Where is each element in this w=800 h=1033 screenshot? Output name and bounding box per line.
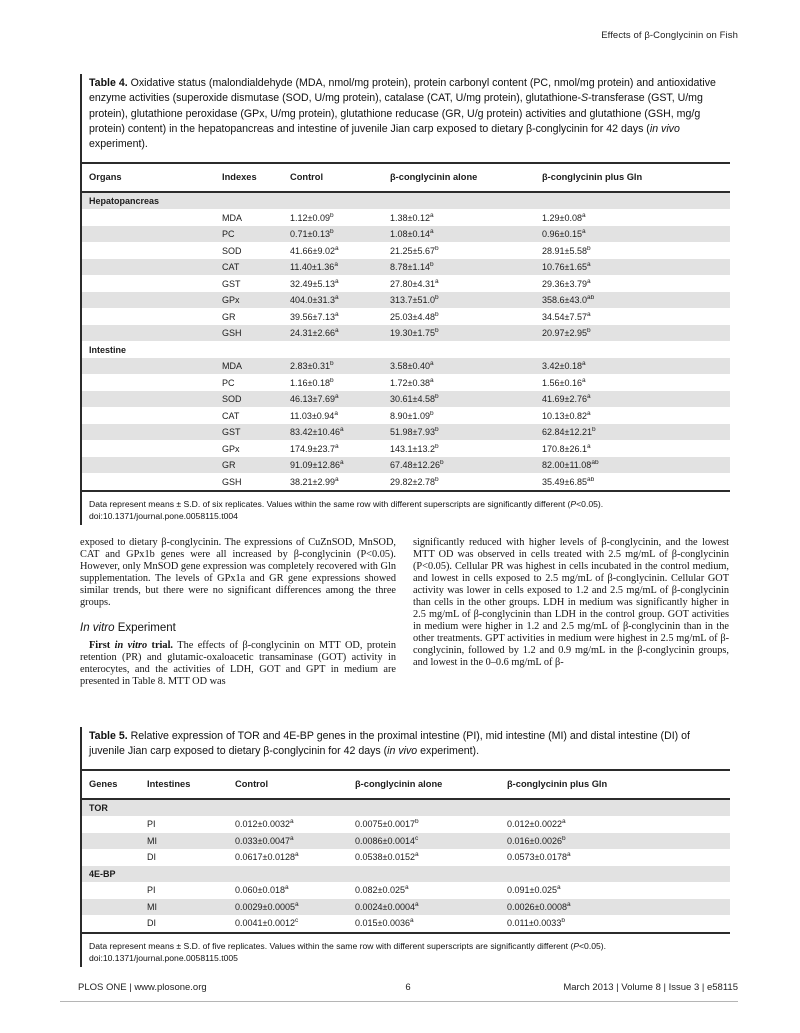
significance-superscript: b [329, 377, 334, 384]
significance-superscript: ab [586, 476, 595, 483]
table-row [82, 391, 730, 408]
value-cell: 0.060±0.018$^a$ [235, 885, 289, 896]
index-cell: GPx [222, 443, 240, 454]
index-cell: MI [147, 901, 157, 912]
value-cell: 3.58±0.40$^a$ [390, 361, 434, 372]
value-cell: 41.66±9.02$^a$ [290, 245, 339, 256]
index-cell: GST [222, 278, 241, 289]
text-segment: The effects of β-conglycinin on MTT OD, protein retention (PR) and glutamic-oxaloacetic transaminase (GOT) activity in enterocytes, and the activities of LDH, GOT and GPT in medium are presented in Table 8. MTT OD was [80, 640, 397, 688]
table-row [82, 358, 730, 375]
table5 [82, 769, 730, 934]
value-cell: 20.97±2.95$^b$ [542, 328, 591, 339]
table4 [82, 162, 730, 492]
value-cell: 1.29±0.08$^a$ [542, 212, 586, 223]
value-cell: 1.72±0.38$^a$ [390, 377, 434, 388]
index-cell: PI [147, 885, 156, 896]
text-segment: experiment). [417, 745, 480, 758]
significance-superscript: a [334, 295, 339, 302]
significance-superscript: b [439, 460, 444, 467]
value-cell: 19.30±1.75$^b$ [390, 328, 439, 339]
significance-superscript: b [434, 311, 439, 318]
value-cell: 46.13±7.69$^a$ [290, 394, 339, 405]
value-cell: 35.49±6.85$^{ab}$ [542, 476, 595, 487]
significance-superscript: a [334, 476, 339, 483]
significance-superscript: b [586, 245, 591, 252]
column-header: Organs [89, 172, 122, 183]
section-label: TOR [89, 802, 108, 813]
text-segment: Oxidative status (malondialdehyde (MDA, nmol/mg protein), protein carbonyl content (PC, nmol/mg protein) and antioxidative enzyme activities (superoxide dismutase (SOD, U/mg protein), catalase (CAT, U/mg protein), glutathione- [89, 77, 716, 105]
column-header: β-conglycinin plus Gln [507, 779, 608, 790]
value-cell: 1.12±0.09$^b$ [290, 212, 334, 223]
index-cell: MDA [222, 212, 242, 223]
index-cell: PC [222, 377, 235, 388]
value-cell: 1.38±0.12$^a$ [390, 212, 434, 223]
significance-superscript: a [562, 819, 566, 826]
significance-superscript: a [567, 901, 571, 908]
value-cell: 174.9±23.7$^a$ [290, 443, 339, 454]
text-segment: First [89, 640, 115, 652]
significance-superscript: b [429, 410, 434, 417]
value-cell: 25.03±4.48$^b$ [390, 311, 439, 322]
significance-superscript: b [434, 328, 439, 335]
table4-block [80, 74, 730, 525]
significance-superscript: a [284, 885, 289, 892]
significance-superscript: a [339, 427, 344, 434]
value-cell: 11.03±0.94$^a$ [290, 410, 338, 421]
value-cell: 24.31±2.66$^a$ [290, 328, 339, 339]
body-column-right [413, 537, 729, 688]
table5-footnote [82, 934, 730, 952]
significance-superscript: a [434, 278, 439, 285]
significance-superscript: b [561, 918, 565, 925]
significance-superscript: a [586, 394, 591, 401]
value-cell: 83.42±10.46$^a$ [290, 427, 344, 438]
value-cell: 10.13±0.82$^a$ [542, 410, 591, 421]
column-header: Genes [89, 779, 118, 790]
significance-superscript: b [434, 427, 439, 434]
value-cell: 8.78±1.14$^b$ [390, 262, 434, 273]
value-cell: 21.25±5.67$^b$ [390, 245, 439, 256]
significance-superscript: b [415, 819, 419, 826]
index-cell: SOD [222, 245, 242, 256]
significance-superscript: a [290, 835, 294, 842]
text-segment: Data represent means ± S.D. of five replicates. Values within the same row with different superscripts are significantly different ( [89, 940, 574, 951]
significance-superscript: a [581, 229, 586, 236]
value-cell: 34.54±7.57$^a$ [542, 311, 591, 322]
index-cell: GSH [222, 328, 242, 339]
text-segment: P [570, 498, 577, 509]
section-row [82, 800, 730, 817]
significance-superscript: a [334, 410, 338, 417]
table-row [82, 275, 730, 292]
value-cell: 1.56±0.16$^a$ [542, 377, 586, 388]
value-cell: 11.40±1.36$^a$ [290, 262, 338, 273]
value-cell: 28.91±5.58$^b$ [542, 245, 591, 256]
significance-superscript: b [434, 394, 439, 401]
value-cell: 0.0538±0.0152$^a$ [355, 852, 419, 863]
first-trial-paragraph [80, 640, 396, 688]
significance-superscript: b [434, 443, 439, 450]
significance-superscript: b [586, 328, 591, 335]
footer-issue-info: March 2013 | Volume 8 | Issue 3 | e58115 [563, 982, 738, 993]
table-row [82, 308, 730, 325]
significance-superscript: a [334, 262, 338, 269]
value-cell: 0.012±0.0032$^a$ [235, 819, 294, 830]
value-cell: 62.84±12.21$^b$ [542, 427, 596, 438]
index-cell: SOD [222, 394, 242, 405]
index-cell: GR [222, 460, 236, 471]
table-row [82, 899, 730, 916]
column-header: Indexes [222, 172, 257, 183]
significance-superscript: b [434, 476, 439, 483]
text-segment: Relative expression of TOR and 4E-BP genes in the proximal intestine (PI), mid intestine (MI) and distal intestine (DI) of juvenile Jian carp exposed to dietary β-conglycinin for 42 days ( [89, 730, 690, 758]
table-row [82, 259, 730, 276]
table-row [82, 816, 730, 833]
index-cell: GR [222, 311, 236, 322]
text-segment: in vitro [114, 640, 148, 652]
significance-superscript: a [415, 901, 419, 908]
text-segment: Table 5. [89, 730, 128, 742]
significance-superscript: b [434, 245, 439, 252]
right-paragraph: significantly reduced with higher levels of β-conglycinin, and the lowest MTT OD was observed in cells treated with 2.5 mg/mL of β-conglycinin (P<0.05). Cellular PR was highest in cells incubated in the control medium, and lowest in cells exposed to 2.5 mg/mL of β-conglycinin. Cellular GOT activity was lower in cells exposed to 1.2 and 2.5 mg/mL of β-conglycinin than cells in the other groups. LDH in medium was significantly higher in 2.5 mg/mL of β-conglycinin than LDH in the control group. GOT activities in medium were higher in 1.2 and 2.5 mg/mL of β-conglycinin than in the other treatments. GPT activities in medium were highest in 2.5 mg/mL of β-conglycinin, followed by 1.2 and 0.9 mg/mL in the β-conglycinin groups, and lowest in the 0–0.6 mg/mL of β- [413, 537, 729, 668]
significance-superscript: c [295, 918, 299, 925]
running-head-text: Effects of β-Conglycinin on Fish [601, 30, 738, 41]
text-segment: <0.05). [579, 940, 607, 951]
index-cell: GSH [222, 476, 242, 487]
index-cell: GST [222, 427, 241, 438]
significance-superscript: b [562, 835, 566, 842]
value-cell: 38.21±2.99$^a$ [290, 476, 339, 487]
significance-superscript: b [434, 295, 439, 302]
table4-doi: doi:10.1371/journal.pone.0058115.t004 [89, 511, 238, 522]
table-row [82, 882, 730, 899]
significance-superscript: a [295, 852, 299, 859]
table4-caption [82, 74, 730, 153]
significance-superscript: b [329, 361, 334, 368]
significance-superscript: a [334, 443, 339, 450]
column-header: Control [235, 779, 269, 790]
footer-page-number: 6 [405, 982, 411, 993]
table5-block [80, 727, 730, 967]
table-row [82, 226, 730, 243]
value-cell: 91.09±12.86$^a$ [290, 460, 344, 471]
value-cell: 30.61±4.58$^b$ [390, 394, 439, 405]
section-label: Hepatopancreas [89, 196, 160, 207]
column-header: Control [290, 172, 324, 183]
table-body [82, 193, 730, 492]
section-row [82, 341, 730, 358]
value-cell: 0.082±0.025$^a$ [355, 885, 409, 896]
table4-footnote [82, 492, 730, 510]
value-cell: 0.0029±0.0005$^a$ [235, 901, 299, 912]
table-row [82, 473, 730, 490]
significance-superscript: ab [591, 460, 599, 467]
value-cell: 1.16±0.18$^b$ [290, 377, 334, 388]
column-header: Intestines [147, 779, 191, 790]
value-cell: 0.0024±0.0004$^a$ [355, 901, 419, 912]
significance-superscript: a [429, 361, 434, 368]
value-cell: 0.96±0.15$^a$ [542, 229, 586, 240]
text-segment: trial. [147, 640, 174, 652]
index-cell: PI [147, 819, 156, 830]
value-cell: 27.80±4.31$^a$ [390, 278, 439, 289]
table-row [82, 325, 730, 342]
significance-superscript: b [591, 427, 596, 434]
table-row [82, 209, 730, 226]
column-header: β-conglycinin alone [390, 172, 478, 183]
invitro-experiment-heading [80, 622, 396, 635]
left-paragraph: exposed to dietary β-conglycinin. The expressions of CuZnSOD, MnSOD, CAT and GPx1b genes were all increased by β-conglycinin (P<0.05). However, only MnSOD gene expression was completely recovered with Gln supplementation. The levels of GPx1a and GR gene expressions showed similar trends, but there were no significant differences among the three groups. [80, 537, 396, 608]
significance-superscript: a [581, 212, 586, 219]
value-cell: 8.90±1.09$^b$ [390, 410, 434, 421]
value-cell: 0.0617±0.0128$^a$ [235, 852, 299, 863]
value-cell: 170.8±26.1$^a$ [542, 443, 591, 454]
value-cell: 0.091±0.025$^a$ [507, 885, 561, 896]
value-cell: 0.71±0.13$^b$ [290, 229, 334, 240]
value-cell: 82.00±11.08$^{ab}$ [542, 460, 599, 471]
significance-superscript: a [429, 212, 434, 219]
index-cell: PC [222, 229, 235, 240]
table-row [82, 292, 730, 309]
value-cell: 0.016±0.0026$^b$ [507, 835, 566, 846]
table-row [82, 849, 730, 866]
text-segment: S [581, 92, 589, 105]
text-segment: -transferase (GST, U/mg protein), glutathione peroxidase (GPx, U/mg protein), glutathione reducase (GR, U/g protein) activities and glutathione (GSH, mg/g protein) content) in the hepatopancreas and intestine of juvenile Jian carp exposed to dietary β-conglycinin for 42 days ( [89, 92, 703, 136]
value-cell: 0.015±0.0036$^a$ [355, 918, 414, 929]
section-row [82, 193, 730, 210]
significance-superscript: a [586, 443, 591, 450]
significance-superscript: a [581, 377, 586, 384]
significance-superscript: a [586, 311, 591, 318]
table-row [82, 374, 730, 391]
significance-superscript: a [586, 278, 591, 285]
value-cell: 10.76±1.65$^a$ [542, 262, 591, 273]
table-row [82, 242, 730, 259]
significance-superscript: a [586, 410, 591, 417]
value-cell: 0.0075±0.0017$^b$ [355, 819, 419, 830]
significance-superscript: a [415, 852, 419, 859]
significance-superscript: a [339, 460, 344, 467]
significance-superscript: a [295, 901, 299, 908]
significance-superscript: a [334, 278, 339, 285]
value-cell: 2.83±0.31$^b$ [290, 361, 334, 372]
value-cell: 67.48±12.26$^b$ [390, 460, 444, 471]
significance-superscript: b [429, 262, 434, 269]
body-column-left [80, 537, 396, 688]
text-segment: P [573, 940, 580, 951]
significance-superscript: c [415, 835, 419, 842]
table5-caption [82, 727, 730, 760]
section-label: 4E-BP [89, 868, 116, 879]
value-cell: 0.0086±0.0014$^c$ [355, 835, 419, 846]
running-head [601, 30, 738, 41]
table-header-row [82, 769, 730, 800]
value-cell: 0.012±0.0022$^a$ [507, 819, 566, 830]
significance-superscript: a [556, 885, 561, 892]
table-row [82, 915, 730, 932]
table-row [82, 424, 730, 441]
column-header: β-conglycinin plus Gln [542, 172, 643, 183]
footer-journal: PLOS ONE | www.plosone.org [78, 982, 207, 993]
text-segment: Table 4. [89, 77, 128, 89]
text-segment: In vitro [80, 621, 115, 634]
value-cell: 39.56±7.13$^a$ [290, 311, 339, 322]
significance-superscript: a [586, 262, 591, 269]
value-cell: 0.033±0.0047$^a$ [235, 835, 294, 846]
table-row [82, 440, 730, 457]
value-cell: 41.69±2.76$^a$ [542, 394, 591, 405]
text-segment: Experiment [114, 621, 176, 634]
value-cell: 143.1±13.2$^b$ [390, 443, 439, 454]
significance-superscript: a [429, 229, 434, 236]
value-cell: 0.0573±0.0178$^a$ [507, 852, 571, 863]
index-cell: DI [147, 918, 156, 929]
significance-superscript: a [429, 377, 434, 384]
page-footer [60, 982, 738, 1002]
value-cell: 1.08±0.14$^a$ [390, 229, 434, 240]
significance-superscript: b [329, 212, 334, 219]
text-segment: in vivo [649, 123, 680, 136]
body-text [80, 537, 730, 688]
table-body [82, 800, 730, 934]
index-cell: GPx [222, 295, 240, 306]
significance-superscript: b [329, 229, 334, 236]
text-segment: Data represent means ± S.D. of six replicates. Values within the same row with different superscripts are significantly different ( [89, 498, 571, 509]
text-segment: <0.05). [576, 498, 604, 509]
significance-superscript: a [410, 918, 414, 925]
value-cell: 0.011±0.0033$^b$ [507, 918, 565, 929]
value-cell: 51.98±7.93$^b$ [390, 427, 439, 438]
value-cell: 3.42±0.18$^a$ [542, 361, 586, 372]
value-cell: 0.0041±0.0012$^c$ [235, 918, 299, 929]
text-segment: in vivo [387, 745, 418, 758]
significance-superscript: a [334, 328, 339, 335]
index-cell: CAT [222, 410, 240, 421]
significance-superscript: a [334, 394, 339, 401]
index-cell: DI [147, 852, 156, 863]
value-cell: 313.7±51.0$^b$ [390, 295, 439, 306]
significance-superscript: a [334, 245, 339, 252]
significance-superscript: a [290, 819, 294, 826]
significance-superscript: a [581, 361, 586, 368]
index-cell: MI [147, 835, 157, 846]
table-row [82, 833, 730, 850]
value-cell: 32.49±5.13$^a$ [290, 278, 339, 289]
value-cell: 29.36±3.79$^a$ [542, 278, 591, 289]
table-row [82, 407, 730, 424]
text-segment: experiment). [89, 138, 148, 151]
value-cell: 358.6±43.0$^{ab}$ [542, 295, 595, 306]
index-cell: CAT [222, 262, 240, 273]
section-row [82, 866, 730, 883]
table5-doi: doi:10.1371/journal.pone.0058115.t005 [89, 953, 238, 964]
table-row [82, 457, 730, 474]
value-cell: 29.82±2.78$^b$ [390, 476, 439, 487]
significance-superscript: a [404, 885, 409, 892]
value-cell: 0.0026±0.0008$^a$ [507, 901, 571, 912]
table-header-row [82, 162, 730, 193]
index-cell: MDA [222, 361, 242, 372]
significance-superscript: ab [586, 295, 595, 302]
significance-superscript: a [567, 852, 571, 859]
value-cell: 404.0±31.3$^a$ [290, 295, 339, 306]
section-label: Intestine [89, 344, 127, 355]
column-header: β-conglycinin alone [355, 779, 443, 790]
significance-superscript: a [334, 311, 339, 318]
